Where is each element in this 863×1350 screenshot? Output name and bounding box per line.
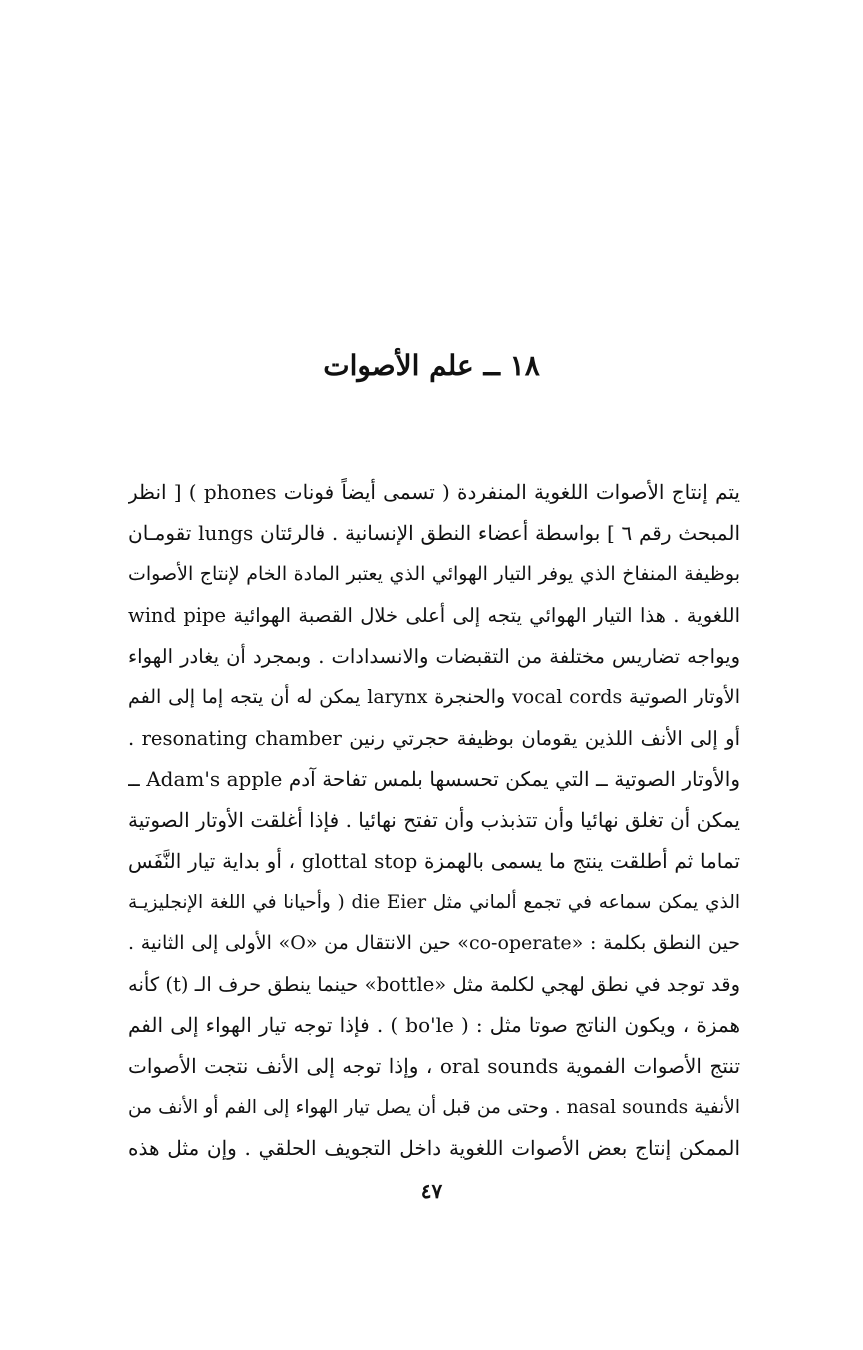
text-line: الأنفية nasal sounds . وحتى من قبل أن يصل تيار الهواء إلى الفم أو الأنف من	[128, 1097, 740, 1118]
text-line: الأوتار الصوتية vocal cords والحنجرة larynx يمكن له أن يتجه إما إلى الفم	[128, 686, 740, 708]
text-line: ويواجه تضاريس مختلفة من التقبضات والانسدادات . وبمجرد أن يغادر الهواء	[128, 645, 740, 668]
body-text	[128, 472, 740, 1169]
text-line: يمكن أن تغلق نهائيا وأن تتذبذب وأن تفتح نهائيا . فإذا أغلقت الأوتار الصوتية	[128, 808, 740, 832]
text-line: وقد توجد في نطق لهجي لكلمة مثل «bottle» حينما ينطق حرف الـ (t) كأنه	[128, 973, 740, 996]
text-line: الممكن إنتاج بعض الأصوات اللغوية داخل التجويف الحلقي . وإن مثل هذه	[128, 1136, 740, 1160]
text-line: والأوتار الصوتية ــ التي يمكن تحسسها بلمس تفاحة آدم Adam's apple ــ	[128, 767, 740, 791]
chapter-title: ١٨ ــ علم الأصوات	[323, 349, 540, 382]
text-line: أو إلى الأنف اللذين يقومان بوظيفة حجرتي رنين resonating chamber .	[128, 727, 740, 750]
text-line: تماما ثم أطلقت ينتج ما يسمى بالهمزة glottal stop ، أو بداية تيار النَّفَس	[128, 849, 740, 873]
text-line: تنتج الأصوات الفموية oral sounds ، وإذا توجه إلى الأنف نتجت الأصوات	[128, 1054, 740, 1078]
text-line: همزة ، ويكون الناتج صوتا مثل : ( bo'le ) . فإذا توجه تيار الهواء إلى الفم	[128, 1013, 740, 1037]
text-line: المبحث رقم ٦ ] بواسطة أعضاء النطق الإنسانية . فالرئتان lungs تقومـان	[128, 521, 740, 545]
page-number: ٤٧	[420, 1179, 443, 1203]
text-line: بوظيفة المنفاخ الذي يوفر التيار الهوائي الذي يعتبر المادة الخام لإنتاج الأصوات	[128, 563, 740, 585]
text-line: حين النطق بكلمة : «co-operate» حين الانتقال من «O» الأولى إلى الثانية .	[128, 932, 740, 954]
text-line: الذي يمكن سماعه في تجمع ألماني مثل die Eier ( وأحيانا في اللغة الإنجليزيـة	[128, 892, 740, 913]
text-line: اللغوية . هذا التيار الهوائي يتجه إلى أعلى خلال القصبة الهوائية wind pipe	[128, 604, 740, 627]
text-line: يتم إنتاج الأصوات اللغوية المنفردة ( تسمى أيضاً فونات phones ) [ انظر	[128, 480, 740, 504]
